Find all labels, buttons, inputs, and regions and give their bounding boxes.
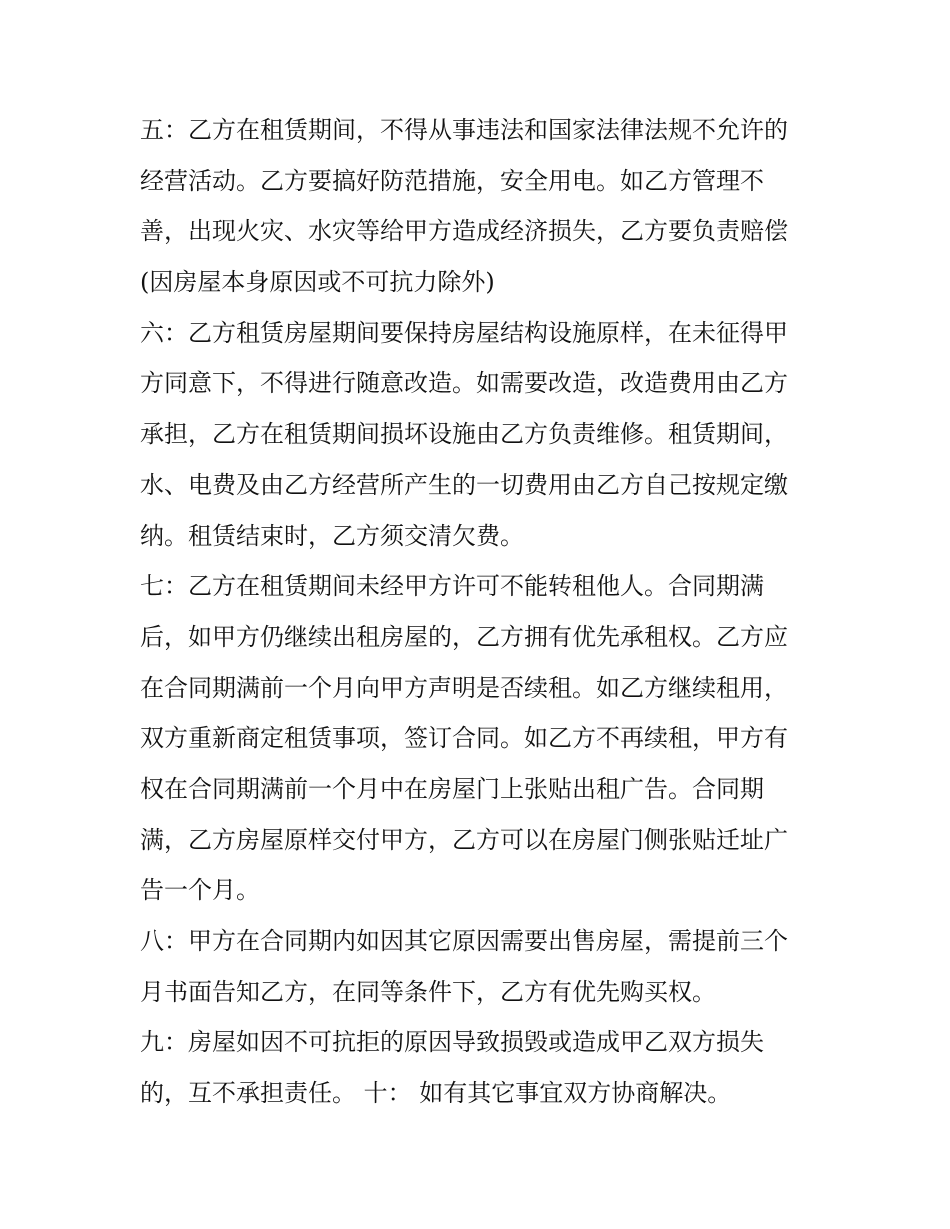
clause-9-line: 九：房屋如因不可抗拒的原因导致损毁或造成甲乙双方损失 <box>140 1028 764 1057</box>
clause-7-line: 告一个月。 <box>140 876 260 905</box>
clause-5-line: (因房屋本身原因或不可抗力除外) <box>140 268 495 297</box>
clause-7-line: 权在合同期满前一个月中在房屋门上张贴出租广告。合同期 <box>140 774 764 803</box>
clause-8-line: 月书面告知乙方，在同等条件下，乙方有优先购买权。 <box>140 977 716 1006</box>
clause-7-line: 七：乙方在租赁期间未经甲方许可不能转租他人。合同期满 <box>140 572 764 601</box>
clause-5-line: 经营活动。乙方要搞好防范措施，安全用电。如乙方管理不 <box>140 166 764 195</box>
clause-7-line: 在合同期满前一个月向甲方声明是否续租。如乙方继续租用， <box>140 673 788 702</box>
clause-5-line: 善，出现火灾、水灾等给甲方造成经济损失，乙方要负责赔偿 <box>140 217 788 246</box>
clause-6-line: 纳。租赁结束时，乙方须交清欠费。 <box>140 521 524 550</box>
clause-7-line: 双方重新商定租赁事项，签订合同。如乙方不再续租，甲方有 <box>140 724 788 753</box>
clause-6-line: 方同意下，不得进行随意改造。如需要改造，改造费用由乙方 <box>140 369 788 398</box>
clause-5-line: 五：乙方在租赁期间，不得从事违法和国家法律法规不允许的 <box>140 116 788 144</box>
clause-8-line: 八：甲方在合同期内如因其它原因需要出售房屋，需提前三个 <box>140 927 788 955</box>
clause-6-line: 六：乙方租赁房屋期间要保持房屋结构设施原样，在未征得甲 <box>140 318 788 347</box>
clause-9-10-line: 的，互不承担责任。 十： 如有其它事宜双方协商解决。 <box>140 1079 732 1108</box>
clause-6-line: 承担，乙方在租赁期间损坏设施由乙方负责维修。租赁期间， <box>140 420 788 449</box>
clause-7-line: 满，乙方房屋原样交付甲方，乙方可以在房屋门侧张贴迁址广 <box>140 825 788 854</box>
contract-text <box>140 105 830 1119</box>
clause-6-line: 水、电费及由乙方经营所产生的一切费用由乙方自己按规定缴 <box>140 470 788 499</box>
clause-7-line: 后，如甲方仍继续出租房屋的，乙方拥有优先承租权。乙方应 <box>140 622 788 651</box>
